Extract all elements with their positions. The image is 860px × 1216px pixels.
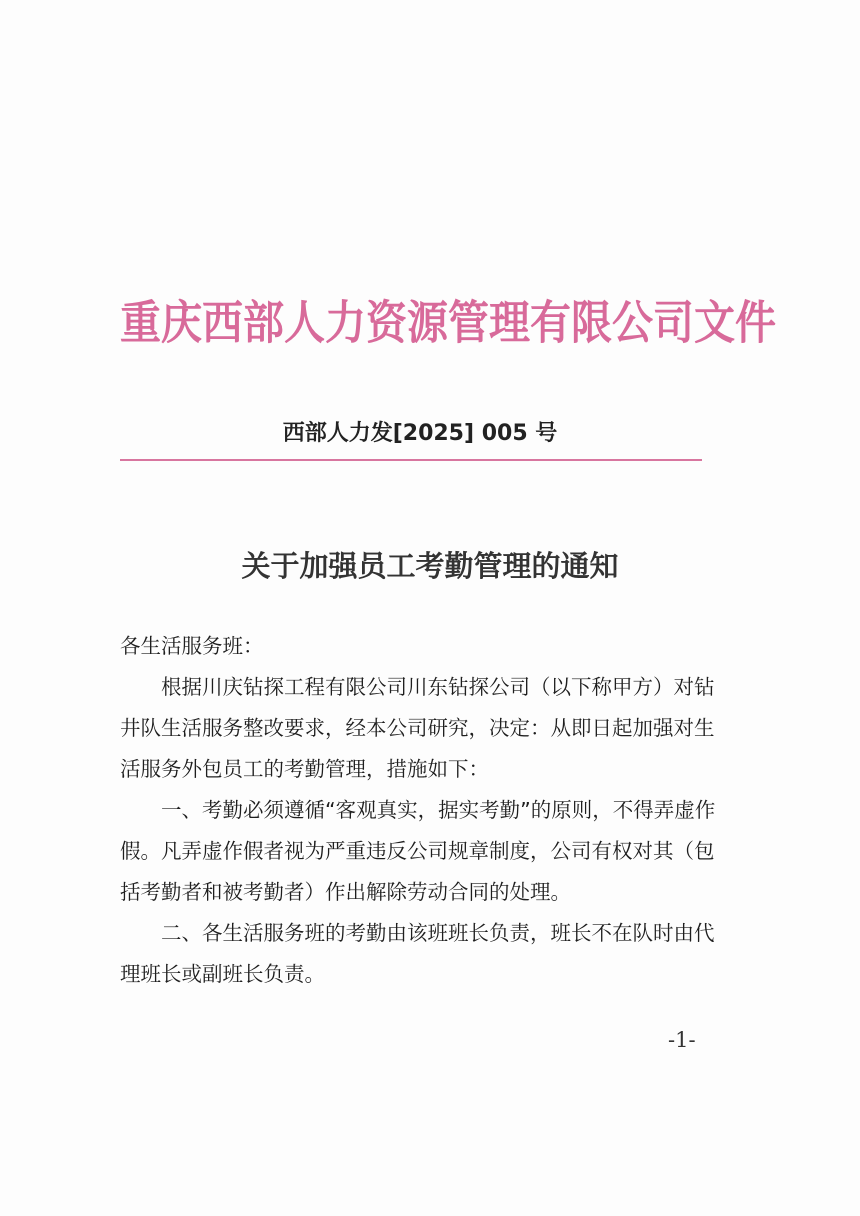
- salutation: 各生活服务班：: [120, 634, 264, 658]
- body-paragraph: 根据川庆钻探工程有限公司川东钻探公司（以下称甲方）对钻井队生活服务整改要求，经本公司研究，决定：从即日起加强对生活服务外包员工的考勤管理，措施如下：: [120, 675, 715, 781]
- organization-header-title: 重庆西部人力资源管理有限公司文件: [120, 296, 776, 350]
- notice-body: [120, 626, 722, 995]
- notice-title: 关于加强员工考勤管理的通知: [241, 549, 619, 583]
- body-paragraph: 一、考勤必须遵循“客观真实，据实考勤”的原则，不得弄虚作假。凡弄虚作假者视为严重违反公司规章制度，公司有权对其（包括考勤者和被考勤者）作出解除劳动合同的处理。: [120, 798, 716, 904]
- page-number: -1-: [668, 1028, 696, 1052]
- body-paragraph: 二、各生活服务班的考勤由该班班长负责，班长不在队时由代理班长或副班长负责。: [120, 921, 715, 986]
- document-number: 西部人力发[2025] 005 号: [282, 421, 558, 446]
- header-divider-line: [120, 459, 702, 461]
